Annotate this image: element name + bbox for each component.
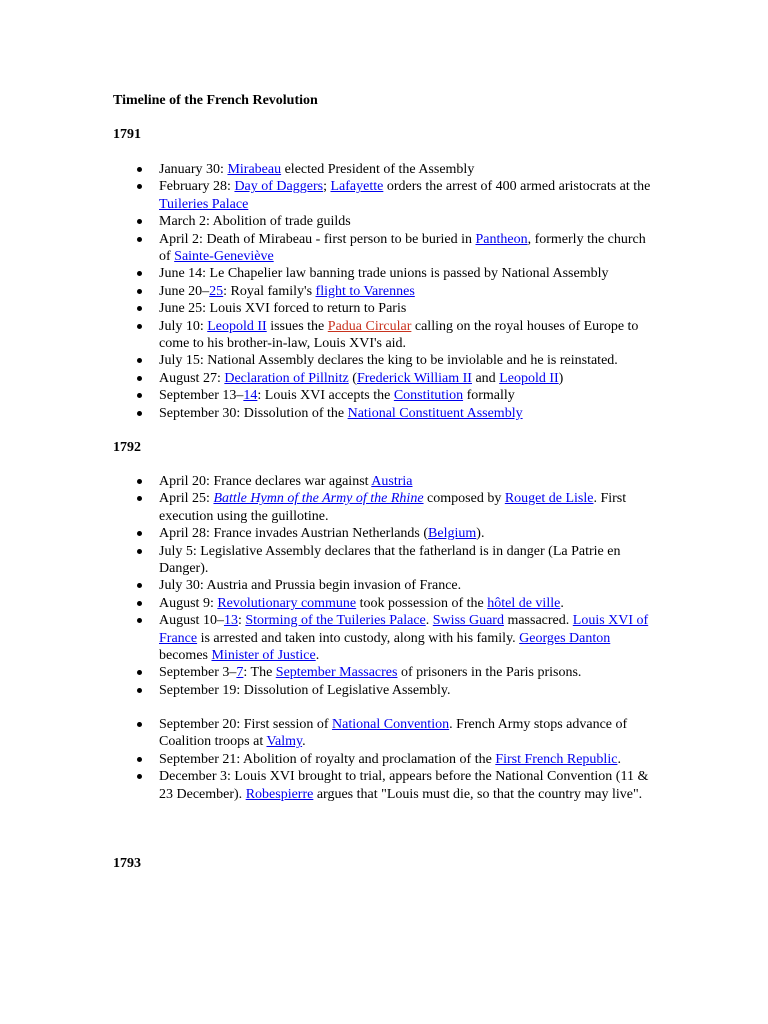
event-link[interactable]: 13 — [223, 613, 238, 629]
event-text: ). — [476, 526, 485, 542]
event-link[interactable]: Frederick William II — [356, 370, 472, 386]
event-link[interactable]: Tuileries Palace — [159, 196, 249, 212]
event-link[interactable]: Declaration of Pillnitz — [224, 370, 349, 386]
event-link[interactable]: Valmy — [266, 734, 303, 750]
event-text: . — [315, 648, 320, 664]
timeline-event — [159, 231, 659, 266]
event-text: massacred. — [503, 613, 573, 629]
event-link[interactable]: September Massacres — [275, 665, 398, 681]
event-link[interactable]: Belgium — [428, 526, 477, 542]
year-heading-1793: 1793 — [113, 856, 141, 871]
event-text: September 30: Dissolution of the — [159, 405, 348, 421]
event-text: September 21: Abolition of royalty and proclamation of the — [159, 751, 496, 767]
event-text: September 3– — [159, 665, 237, 681]
timeline-event — [159, 543, 659, 578]
event-text: January 30: — [159, 162, 228, 177]
timeline-event — [159, 473, 659, 490]
event-text: June 25: Louis XVI forced to return to Paris — [159, 301, 407, 317]
event-text: September 19: Dissolution of Legislative Assembly. — [159, 682, 451, 698]
event-link[interactable]: 25 — [209, 283, 224, 299]
event-link[interactable]: National Constituent Assembly — [347, 405, 523, 421]
event-link[interactable]: Constitution — [393, 388, 464, 404]
event-link[interactable]: National Convention — [332, 717, 450, 732]
timeline-event — [159, 300, 659, 317]
event-link[interactable]: Robespierre — [245, 786, 314, 802]
timeline-event — [159, 664, 659, 681]
timeline-event — [159, 682, 659, 699]
event-text: September 20: First session of — [159, 717, 333, 732]
timeline-event — [159, 387, 659, 404]
event-text: : — [237, 613, 246, 629]
year-heading-1792: 1792 — [113, 440, 141, 455]
event-text: ) — [558, 370, 564, 386]
event-text: April 2: Death of Mirabeau - first person to be buried in — [159, 231, 476, 247]
event-text: of prisoners in the Paris prisons. — [397, 665, 582, 681]
timeline-event — [159, 405, 659, 422]
event-text: orders the arrest of 400 armed aristocrats at the — [383, 179, 651, 195]
event-text: . — [617, 751, 621, 767]
event-link[interactable]: Austria — [371, 474, 413, 489]
event-link[interactable]: Georges Danton — [519, 630, 611, 646]
event-link[interactable]: Padua Circular — [327, 318, 412, 334]
event-link[interactable]: Louis XVI of France — [159, 613, 649, 646]
event-text: July 5: Legislative Assembly declares that the fatherland is in danger (La Patrie en Danger). — [159, 543, 621, 577]
event-text: . French Army stops advance of Coalition troops at — [159, 717, 628, 750]
event-link[interactable]: hôtel de ville — [487, 595, 561, 611]
event-text: ( — [348, 370, 357, 386]
event-text: August 27: — [159, 370, 225, 386]
event-text: ; — [323, 179, 331, 195]
event-text: . — [302, 734, 306, 750]
event-text: argues that "Louis must die, so that the country may live". — [313, 786, 643, 802]
timeline-event — [159, 318, 659, 353]
event-link[interactable]: Pantheon — [475, 231, 528, 247]
timeline-event — [159, 768, 659, 803]
timeline-event — [159, 716, 659, 751]
event-text: composed by — [423, 491, 505, 507]
event-text: September 13– — [159, 388, 244, 404]
event-text: : Royal family's — [223, 283, 316, 299]
event-text: issues the — [266, 318, 328, 334]
year-heading-1791: 1791 — [113, 127, 141, 142]
timeline-event — [159, 525, 659, 542]
event-text: . First execution using the guillotine. — [159, 491, 627, 524]
event-text: elected President of the Assembly — [281, 162, 475, 177]
event-list-1792 — [159, 473, 659, 699]
timeline-event — [159, 352, 659, 369]
event-text: calling on the royal houses of Europe to come to his brother-in-law, Louis XVI's aid. — [159, 318, 639, 352]
timeline-event — [159, 595, 659, 612]
timeline-event — [159, 370, 659, 387]
event-link[interactable]: Minister of Justice — [211, 648, 316, 664]
event-text: August 9: — [159, 595, 218, 611]
event-text: becomes — [159, 648, 212, 664]
event-text: formally — [463, 388, 515, 404]
event-text: . — [425, 613, 433, 629]
event-link[interactable]: Revolutionary commune — [217, 595, 357, 611]
event-list-1792-continued — [159, 716, 659, 803]
event-link[interactable]: Leopold II — [207, 318, 267, 334]
event-link[interactable]: Mirabeau — [227, 162, 282, 177]
event-text: July 30: Austria and Prussia begin invasion of France. — [159, 578, 462, 594]
event-text: June 20– — [159, 283, 210, 299]
timeline-event — [159, 577, 659, 594]
event-link[interactable]: Swiss Guard — [432, 613, 504, 629]
event-text: is arrested and taken into custody, along with his family. — [197, 630, 520, 646]
timeline-event — [159, 612, 659, 664]
event-link[interactable]: First French Republic — [495, 751, 618, 767]
timeline-event — [159, 265, 659, 282]
timeline-event — [159, 178, 659, 213]
timeline-event — [159, 490, 659, 525]
event-text: took possession of the — [356, 595, 488, 611]
event-link[interactable]: 7 — [236, 665, 244, 681]
event-link[interactable]: Day of Daggers — [234, 179, 324, 195]
event-text: : Louis XVI accepts the — [257, 388, 394, 404]
timeline-event — [159, 161, 659, 178]
timeline-event — [159, 213, 659, 230]
event-text: July 10: — [159, 318, 208, 334]
event-link[interactable]: Lafayette — [330, 179, 384, 195]
event-text: February 28: — [159, 179, 235, 195]
document-title: Timeline of the French Revolution — [113, 93, 318, 108]
event-link[interactable]: Battle Hymn of the Army of the Rhine — [213, 491, 424, 507]
event-text: , formerly the church of — [159, 231, 646, 265]
event-link[interactable]: Leopold II — [499, 370, 559, 386]
event-link[interactable]: Rouget de Lisle — [504, 491, 594, 507]
event-text: June 14: Le Chapelier law banning trade unions is passed by National Assembly — [159, 266, 609, 282]
event-text: March 2: Abolition of trade guilds — [159, 214, 351, 230]
event-link[interactable]: Sainte-Geneviève — [174, 249, 274, 265]
event-link[interactable]: Storming of the Tuileries Palace — [245, 613, 426, 629]
event-list-1791 — [159, 161, 659, 422]
event-text: : The — [243, 665, 276, 681]
event-text: April 25: — [159, 491, 214, 507]
event-text: August 10– — [159, 613, 224, 629]
event-text: April 28: France invades Austrian Netherlands ( — [159, 526, 429, 542]
event-link[interactable]: flight to Varennes — [315, 283, 415, 299]
event-text: April 20: France declares war against — [159, 474, 372, 489]
event-text: July 15: National Assembly declares the king to be inviolable and he is reinstated. — [159, 353, 618, 369]
event-link[interactable]: 14 — [243, 388, 258, 404]
timeline-event — [159, 283, 659, 300]
event-text: . — [560, 595, 564, 611]
timeline-event — [159, 751, 659, 768]
event-text: and — [471, 370, 500, 386]
event-text: December 3: Louis XVI brought to trial, appears before the National Convention (11 & 23 December). — [159, 769, 649, 802]
